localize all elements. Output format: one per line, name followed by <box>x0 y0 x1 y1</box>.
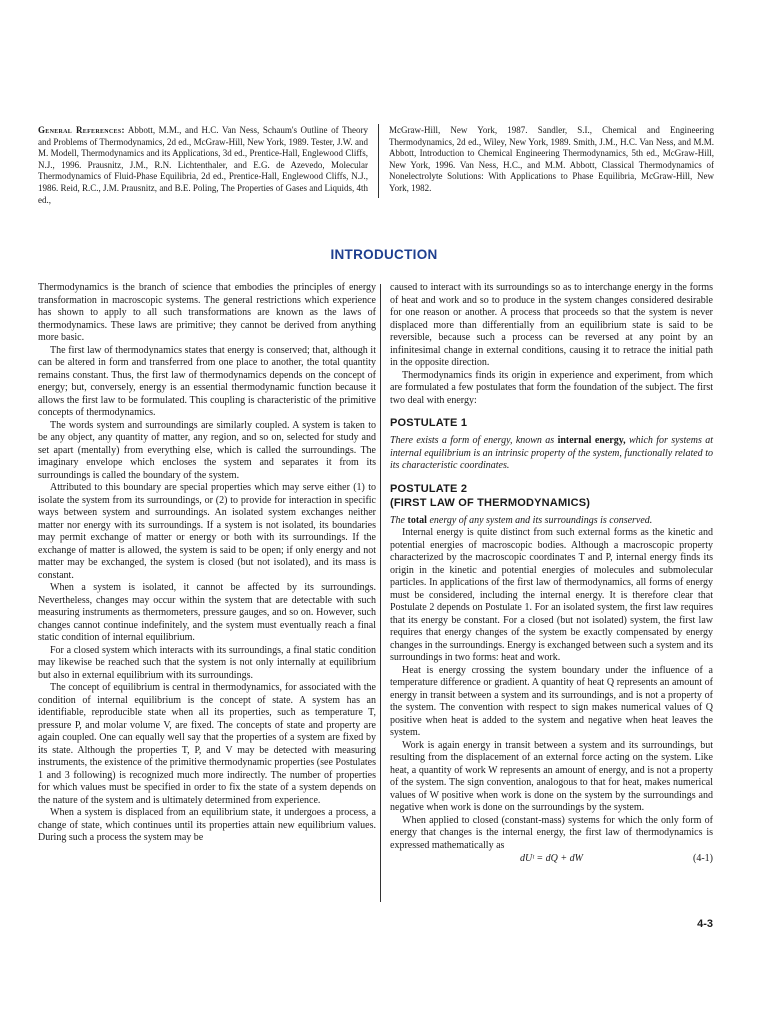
paragraph-boundary: Attributed to this boundary are special properties which may serve either (1) to isolate the system from its surroundings, or (2) to provide for interaction in specific ways between system and surroundings. An isolated system exchanges neither matter nor energy with its surroundings. If a system is not isolated, its boundaries may permit exchange of matter or energy or both with its surroundings. If the exchange of matter is allowed, the system is said to be open; if only energy and not matter may be exchanged, the system is closed (but not isolated), and its mass is constant. <box>38 482 376 581</box>
paragraph-definition: Thermodynamics is the branch of science that embodies the principles of energy transformation in macroscopic systems. The general restrictions which experience has shown to apply to all such transformations are known as the laws of thermodynamics. These laws are primitive; they cannot be derived from anything more basic. <box>38 282 376 343</box>
paragraph-equilibrium: The concept of equilibrium is central in thermodynamics, for associated with the condition of internal equilibrium is the concept of state. A system has an identifiable, reproducible state when all its properties, such as temperature T, pressure P, and molar volume V, are fixed. The concepts of state and property are again coupled. One can equally well say that the properties of a system are fixed by its state. Although the properties T, P, and V may be detected with measuring instruments, the existence of the primitive thermodynamic properties (see Postulates 1 and 3 following) is recognized much more indirectly. The number of properties for which values must be specified in order to fix the state of a system depends on the nature of the system and is ultimately determined from experience. <box>38 682 376 806</box>
paragraph-process: When a system is displaced from an equilibrium state, it undergoes a process, a change of state, which continues until its properties attain new equilibrium values. During such a process the system may be <box>38 807 376 843</box>
postulate-2-text: The total energy of any system and its surroundings is conserved. <box>390 514 653 526</box>
references-heading: General References: <box>38 125 125 135</box>
column-divider <box>380 284 381 902</box>
references-left-text: Abbott, M.M., and H.C. Van Ness, Schaum's Outline of Theory and Problems of Thermodynamics, 2d ed., McGraw-Hill, New York, 1989. Tester, J.W. and M. Modell, Thermodynamics and its Applications, 3d ed., Prentice-Hall, Englewood Cliffs, N.J., 1996. Prausnitz, J.M., R.N. Lichtenthaler, and E.G. de Azevedo, Molecular Thermodynamics of Fluid-Phase Equilibria, 2d ed., Prentice-Hall, Englewood Cliffs, N.J., 1986. Reid, R.C., J.M. Prausnitz, and B.E. Poling, The Properties of Gases and Liquids, 4th ed., <box>38 125 368 205</box>
paragraph-system: The words system and surroundings are similarly coupled. A system is taken to be any object, any quantity of matter, any region, and so on, selected for study and set apart (mentally) from everything else, which is called the surroundings. The imaginary envelope which encloses the system and separates it from its surroundings is called the boundary of the system. <box>38 419 376 481</box>
general-references-right <box>389 125 714 195</box>
right-column <box>390 282 713 867</box>
section-title: INTRODUCTION <box>330 247 438 262</box>
paragraph-heat: Heat is energy crossing the system boundary under the influence of a temperature difference or gradient. A quantity of heat Q represents an amount of energy in transit between a system and its surroundings, and is not a property of the system. The convention with respect to sign makes numerical values of Q positive when heat is added to the system and negative when heat leaves the system. <box>390 664 713 738</box>
equation-4-1 <box>390 853 713 867</box>
paragraph-isolated: When a system is isolated, it cannot be affected by its surroundings. Nevertheless, changes may occur within the system that are detectable with such measuring instruments as thermometers, pressure gauges, and so on. However, such changes cannot continue indefinitely, and the system must eventually reach a final static condition of internal equilibrium. <box>38 582 376 643</box>
references-right-text: McGraw-Hill, New York, 1987. Sandler, S.I., Chemical and Engineering Thermodynamics, 2d ed., Wiley, New York, 1989. Smith, J.M., H.C. Van Ness, and M.M. Abbott, Introduction to Chemical Engineering Thermodynamics, 5th ed., McGraw-Hill, New York, 1996. Van Ness, H.C., and M.M. Abbott, Classical Thermodynamics of Nonelectrolyte Solutions: With Applications to Phase Equilibria, McGraw-Hill, New York, 1982. <box>389 125 714 193</box>
paragraph-internal-energy: Internal energy is quite distinct from such external forms as the kinetic and potential energies of macroscopic bodies. Although a macroscopic property characterized by the macroscopic coordinates T and P, internal energy finds its origin in the kinetic and potential energies of molecules and submolecular particles. In applications of the first law of thermodynamics, all forms of energy must be considered, including the internal energy. It is therefore clear that Postulate 2 depends on Postulate 1. For an isolated system, the first law requires that its energy be constant. For a closed (but not isolated) system, the first law requires that energy changes of the system be exactly compensated by energy changes in the surroundings. Energy is exchanged between such a system and its surroundings in two forms: heat and work. <box>390 527 713 663</box>
postulate-2-heading: POSTULATE 2 (FIRST LAW OF THERMODYNAMICS) <box>390 482 591 509</box>
left-column <box>38 282 376 845</box>
references-divider <box>378 124 379 198</box>
paragraph-work: Work is again energy in transit between a system and its surroundings, but resulting from the displacement of an external force acting on the system. Like heat, a quantity of work W represents an amount of energy, and is not a property of the system. The sign convention, analogous to that for heat, makes numerical values of W positive when work is done on the system by the surroundings and negative when work is done on the surroundings by the system. <box>390 739 713 813</box>
page-number: 4-3 <box>697 918 713 930</box>
paragraph-continued: caused to interact with its surroundings so as to interchange energy in the forms of heat and work and so to produce in the system changes considered desirable for one reason or another. A process that proceeds so that the system is never displaced more than differentially from an equilibrium state is said to be reversible, because such a process can be reversed at any point by an infinitesimal change in external conditions, causing it to retrace the initial path in the opposite direction. <box>390 282 713 368</box>
paragraph-origin: Thermodynamics finds its origin in experience and experiment, from which are formulated a few postulates that form the foundation of the subject. The first two deal with energy: <box>390 369 713 406</box>
paragraph-first-law: The first law of thermodynamics states that energy is conserved; that, although it can be altered in form and transferred from one place to another, the total quantity remains constant. Thus, the first law of thermodynamics depends on the concept of energy; but, conversely, energy is an essential thermodynamic function because it allows the first law to be formulated. This coupling is characteristic of the primitive concepts of thermodynamics. <box>38 344 376 418</box>
general-references-left <box>38 125 368 206</box>
postulate-1-heading: POSTULATE 1 <box>390 417 468 429</box>
paragraph-closed-system: For a closed system which interacts with its surroundings, a final static condition may likewise be reached such that the system is not only internally at equilibrium but also in external equilibrium with its surroundings. <box>38 644 376 681</box>
postulate-1-text: There exists a form of energy, known as internal energy, which for systems at internal equilibrium is an intrinsic property of the system, functionally related to its characteristic coordinates. <box>390 435 713 471</box>
equation-body: dUᵗ = dQ + dW <box>520 853 583 864</box>
paragraph-first-law-math: When applied to closed (constant-mass) systems for which the only form of energy that changes is the internal energy, the first law of thermodynamics is expressed mathematically as <box>390 814 713 851</box>
equation-number: (4-1) <box>693 853 713 864</box>
